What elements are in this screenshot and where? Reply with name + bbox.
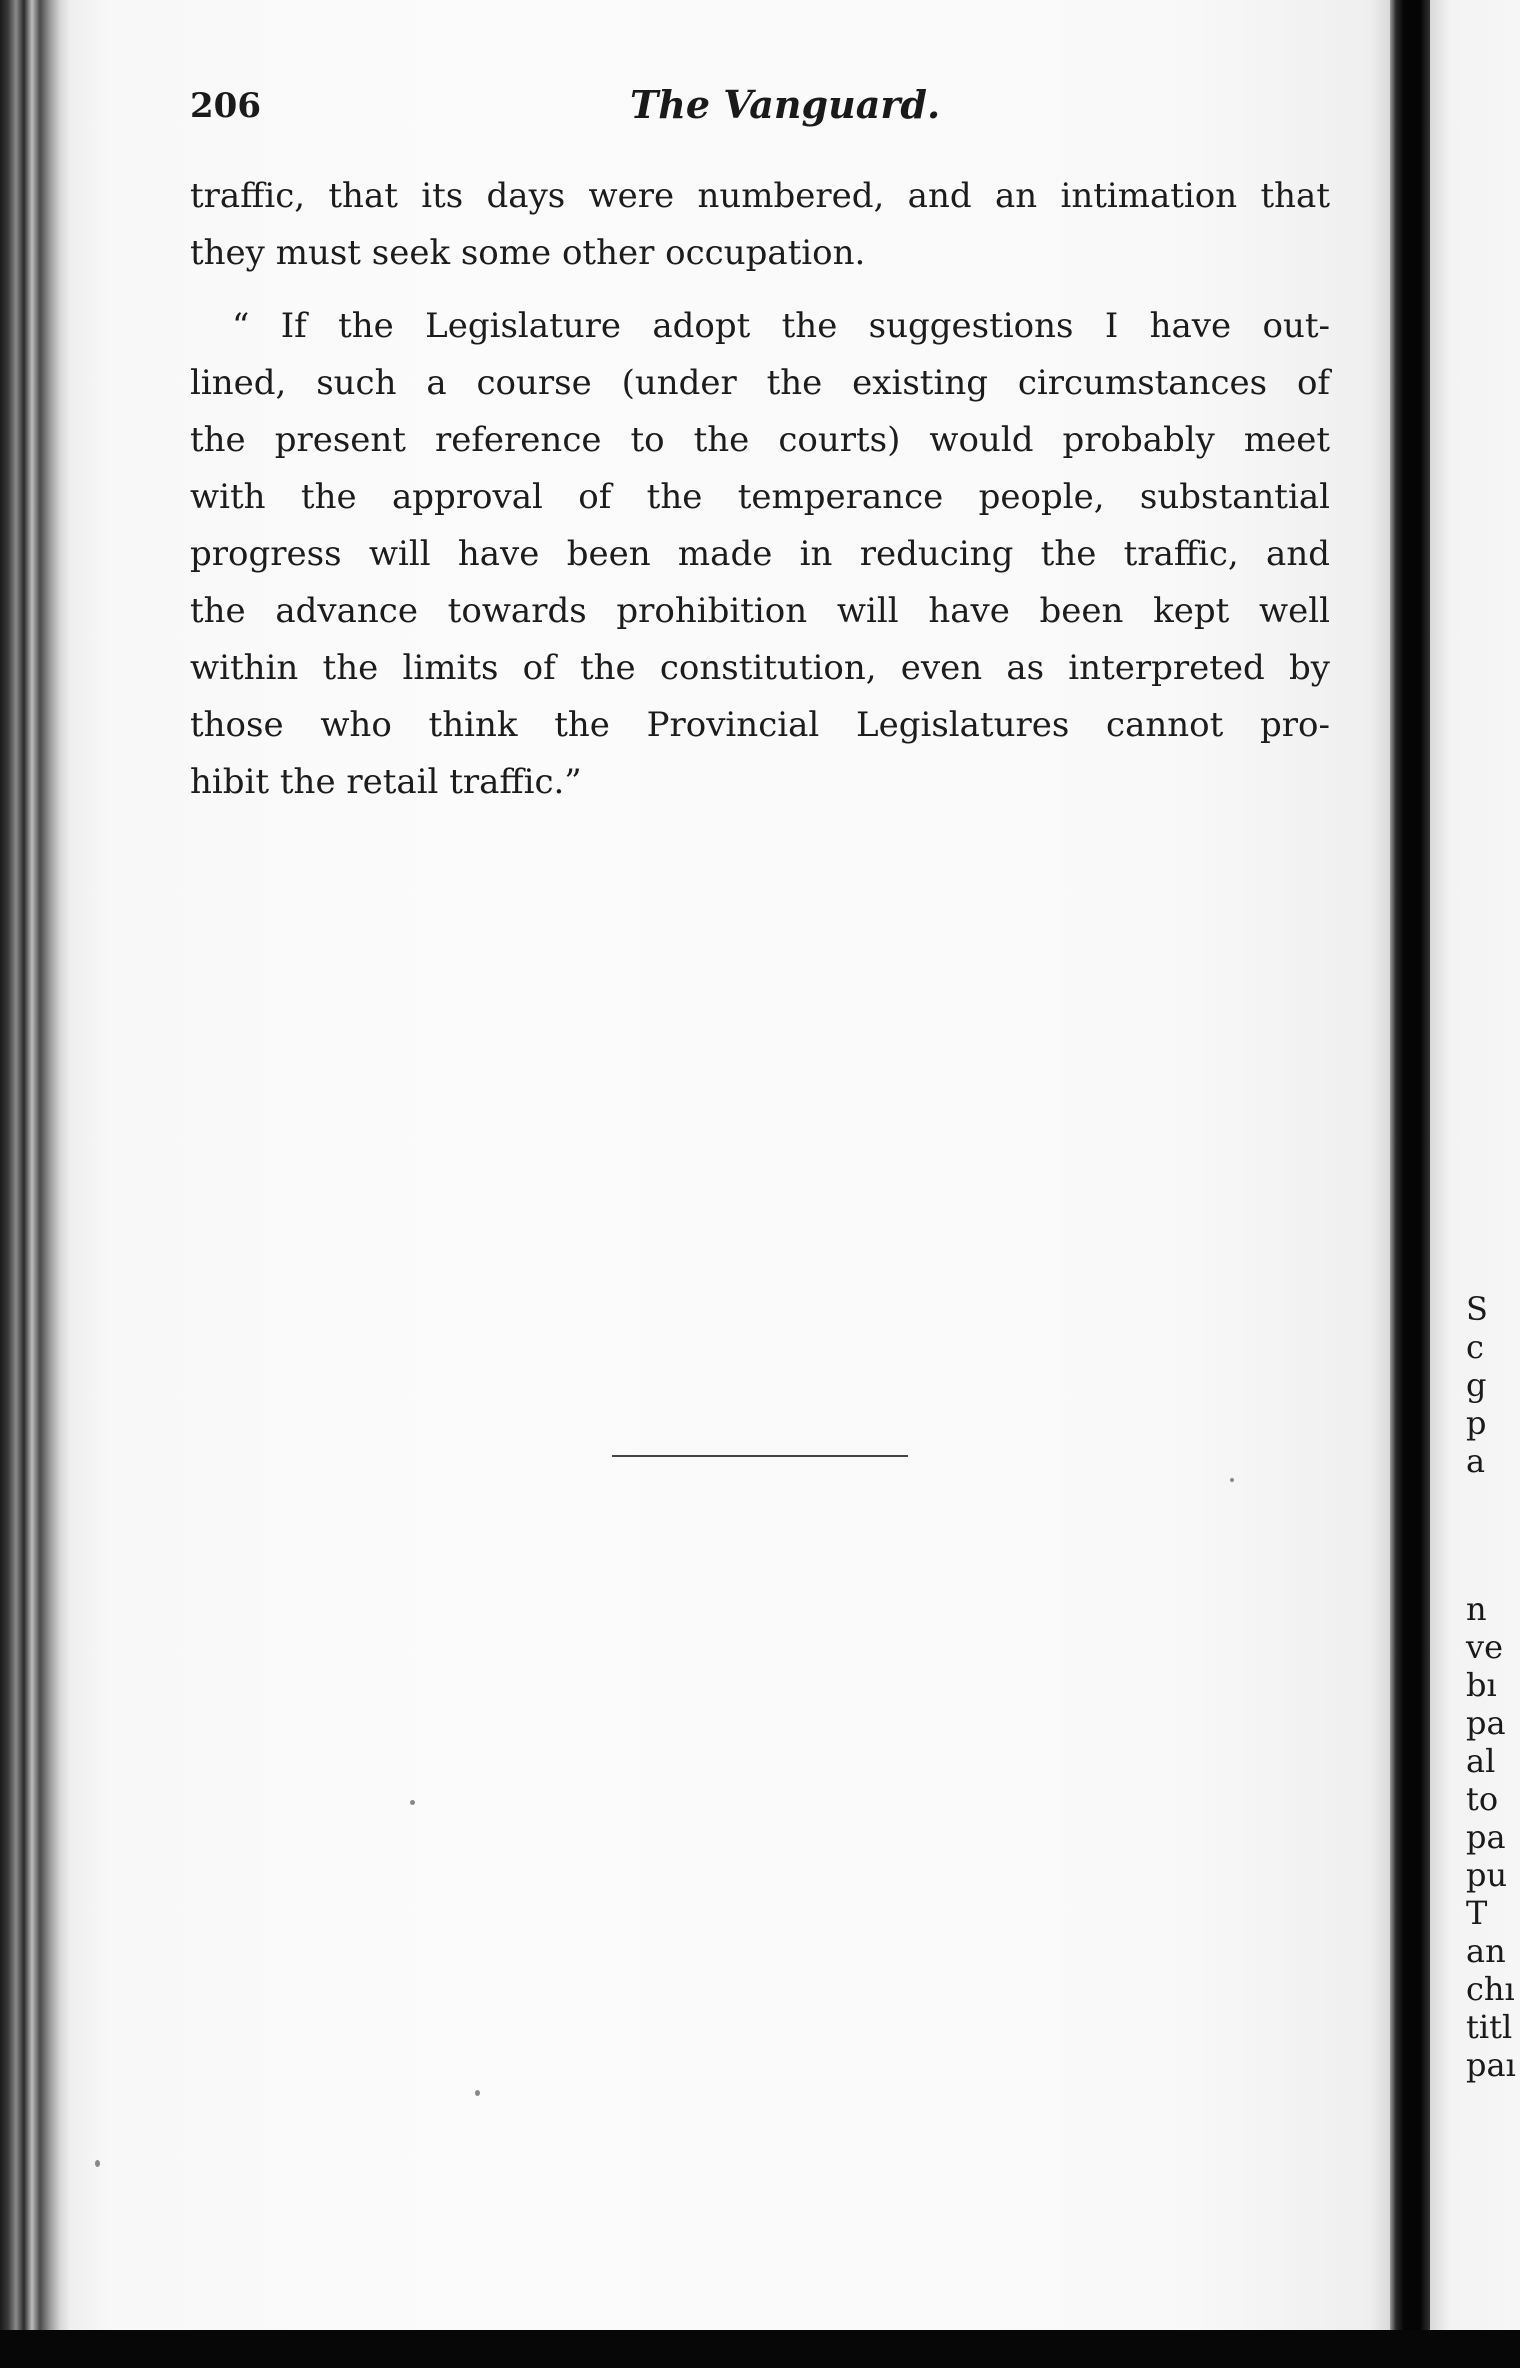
fragment-line: pa (1466, 1818, 1506, 1856)
fragment-line: S (1466, 1290, 1488, 1328)
paper-speck (410, 1800, 415, 1805)
fragment-line: titl (1466, 2008, 1513, 2046)
text-line: traffic, that its days were numbered, and an intimation that (190, 176, 1330, 216)
fragment-line: bı (1466, 1666, 1497, 1704)
text-line: the present reference to the courts) would probably meet (190, 420, 1330, 460)
text-line: “ If the Legislature adopt the suggestions I have out- (232, 306, 1330, 346)
text-line: hibit the retail traffic.” (190, 762, 582, 802)
text-line: within the limits of the constitution, even as interpreted by (190, 648, 1330, 688)
fragment-line: an (1466, 1932, 1506, 1970)
text-line: with the approval of the temperance people, substantial (190, 477, 1330, 517)
text-line: progress will have been made in reducing the traffic, and (190, 534, 1330, 574)
scan-bottom-edge (0, 2330, 1520, 2368)
running-title: The Vanguard. (630, 82, 941, 127)
page-number: 206 (190, 86, 261, 126)
fragment-line: a (1466, 1442, 1486, 1480)
fragment-line: T (1466, 1894, 1488, 1932)
fragment-line: al (1466, 1742, 1496, 1780)
facing-page-text-fragments (1466, 1290, 1520, 2084)
paper-speck (1230, 1478, 1234, 1482)
body-text (190, 168, 1330, 811)
fragment-line: chı (1466, 1970, 1515, 2008)
fragment-line: pa (1466, 1704, 1506, 1742)
fragment-line: c (1466, 1328, 1484, 1366)
fragment-line: g (1466, 1366, 1487, 1404)
fragment-line: ve (1466, 1628, 1504, 1666)
page-header (190, 82, 1330, 142)
page-gutter (1390, 0, 1430, 2368)
fragment-line: p (1466, 1404, 1487, 1442)
fragment-line: n (1466, 1590, 1487, 1628)
paper-speck (475, 2090, 480, 2096)
section-divider-rule (612, 1455, 908, 1457)
fragment-line: pu (1466, 1856, 1508, 1894)
text-line: the advance towards prohibition will have been kept well (190, 591, 1330, 631)
fragment-line: to (1466, 1780, 1499, 1818)
text-line: lined, such a course (under the existing circumstances of (190, 363, 1330, 403)
book-spine-edge (0, 0, 70, 2368)
text-line: those who think the Provincial Legislatures cannot pro- (190, 705, 1330, 745)
fragment-line: paı (1466, 2046, 1516, 2084)
paper-speck (95, 2160, 100, 2167)
paragraph-quotation (190, 298, 1330, 811)
paragraph-continuation (190, 168, 1330, 282)
text-line: they must seek some other occupation. (190, 233, 866, 273)
